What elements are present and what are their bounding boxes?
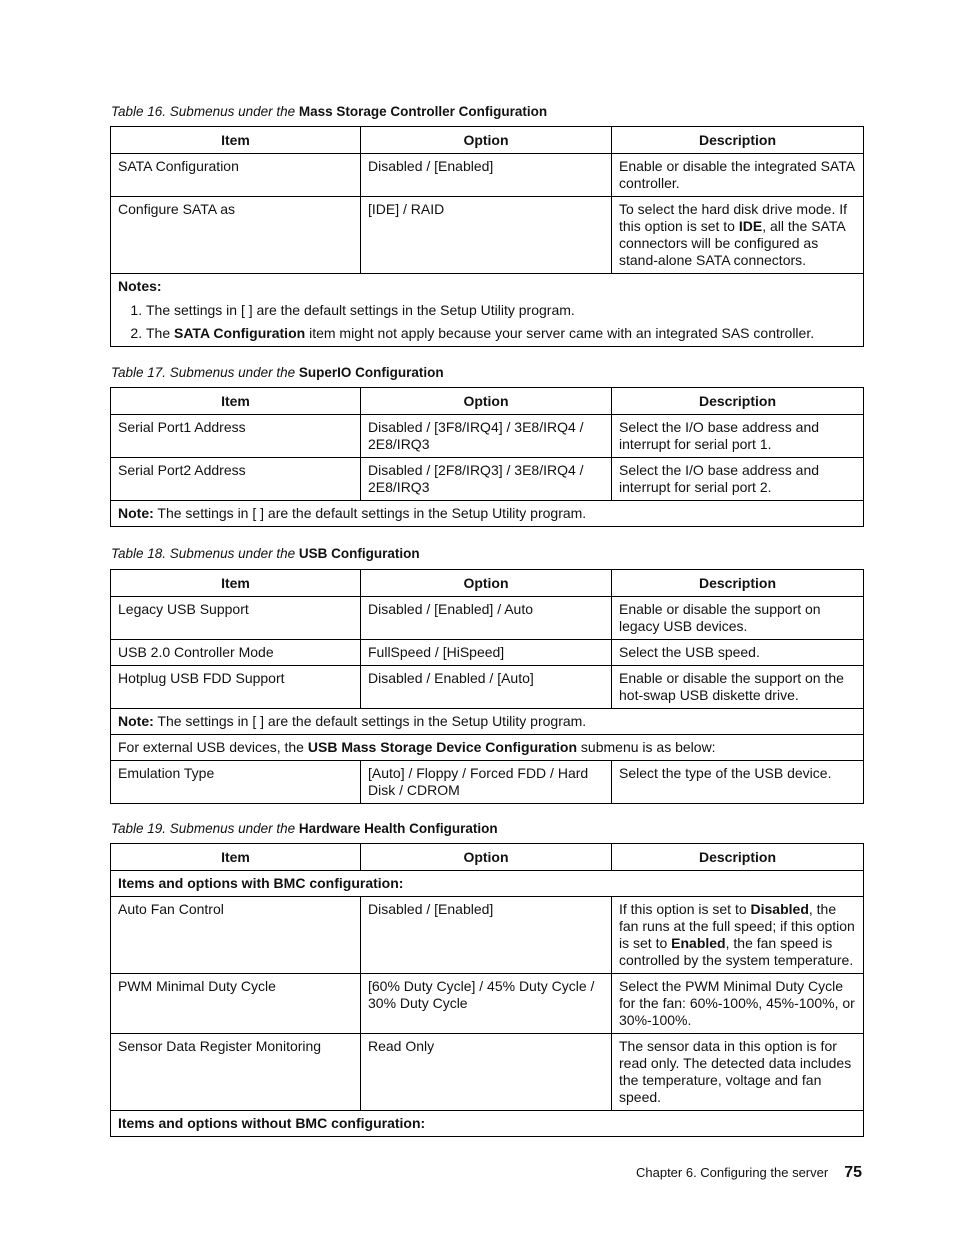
item-cell: Configure SATA as	[111, 197, 361, 274]
column-header-description: Description	[612, 844, 864, 871]
section-heading-with-bmc: Items and options with BMC configuration:	[111, 871, 864, 897]
note-cell: Note: The settings in [ ] are the default settings in the Setup Utility program.	[111, 709, 864, 735]
table-header-row	[111, 388, 864, 415]
option-cell: Disabled / [Enabled] / Auto	[361, 597, 612, 640]
notes-cell	[111, 274, 864, 347]
note-item: 1. The settings in [ ] are the default settings in the Setup Utility program.	[146, 302, 856, 319]
table-row	[111, 1034, 864, 1111]
item-cell: Auto Fan Control	[111, 897, 361, 974]
table-row	[111, 197, 864, 274]
item-cell: Sensor Data Register Monitoring	[111, 1034, 361, 1111]
description-cell: Enable or disable the support on legacy USB devices.	[612, 597, 864, 640]
table-19-caption: Table 19. Submenus under the Hardware Health Configuration	[111, 821, 498, 836]
option-cell: Read Only	[361, 1034, 612, 1111]
table-18-caption: Table 18. Submenus under the USB Configuration	[111, 546, 420, 561]
section-row	[111, 1111, 864, 1137]
table-row	[111, 154, 864, 197]
page-footer	[636, 1164, 862, 1182]
option-cell: [60% Duty Cycle] / 45% Duty Cycle / 30% Duty Cycle	[361, 974, 612, 1034]
notes-row	[111, 274, 864, 347]
column-header-description: Description	[612, 570, 864, 597]
table-19	[110, 843, 864, 1137]
column-header-item: Item	[111, 127, 361, 154]
notes-heading: Notes:	[118, 278, 162, 294]
section-heading-without-bmc: Items and options without BMC configuration:	[111, 1111, 864, 1137]
option-cell: FullSpeed / [HiSpeed]	[361, 640, 612, 666]
table-row	[111, 597, 864, 640]
table-row	[111, 897, 864, 974]
column-header-option: Option	[361, 388, 612, 415]
table-row	[111, 415, 864, 458]
item-cell: SATA Configuration	[111, 154, 361, 197]
note-row	[111, 501, 864, 527]
description-cell: Enable or disable the integrated SATA controller.	[612, 154, 864, 197]
option-cell: [Auto] / Floppy / Forced FDD / Hard Disk / CDROM	[361, 761, 612, 804]
table-17-caption: Table 17. Submenus under the SuperIO Configuration	[111, 365, 444, 380]
column-header-item: Item	[111, 388, 361, 415]
table-header-row	[111, 570, 864, 597]
table-row	[111, 458, 864, 501]
description-cell: To select the hard disk drive mode. If this option is set to IDE, all the SATA connectors will be configured as stand-alone SATA connectors.	[612, 197, 864, 274]
column-header-option: Option	[361, 844, 612, 871]
option-cell: [IDE] / RAID	[361, 197, 612, 274]
column-header-item: Item	[111, 570, 361, 597]
column-header-description: Description	[612, 388, 864, 415]
column-header-option: Option	[361, 127, 612, 154]
item-cell: PWM Minimal Duty Cycle	[111, 974, 361, 1034]
description-cell: If this option is set to Disabled, the fan runs at the full speed; if this option is set to Enabled, the fan speed is controlled by the system temperature.	[612, 897, 864, 974]
table-header-row	[111, 844, 864, 871]
description-cell: Select the PWM Minimal Duty Cycle for the fan: 60%-100%, 45%-100%, or 30%-100%.	[612, 974, 864, 1034]
item-cell: Serial Port2 Address	[111, 458, 361, 501]
description-cell: Enable or disable the support on the hot-swap USB diskette drive.	[612, 666, 864, 709]
option-cell: Disabled / [2F8/IRQ3] / 3E8/IRQ4 / 2E8/IRQ3	[361, 458, 612, 501]
option-cell: Disabled / [3F8/IRQ4] / 3E8/IRQ4 / 2E8/IRQ3	[361, 415, 612, 458]
column-header-description: Description	[612, 127, 864, 154]
item-cell: Hotplug USB FDD Support	[111, 666, 361, 709]
option-cell: Disabled / Enabled / [Auto]	[361, 666, 612, 709]
table-row	[111, 974, 864, 1034]
table-16-caption: Table 16. Submenus under the Mass Storage Controller Configuration	[111, 104, 548, 119]
section-row	[111, 871, 864, 897]
chapter-title: Chapter 6. Configuring the server	[635, 1165, 829, 1180]
table-row	[111, 761, 864, 804]
page-number: 75	[844, 1164, 862, 1181]
item-cell: Serial Port1 Address	[111, 415, 361, 458]
column-header-item: Item	[111, 844, 361, 871]
description-cell: Select the I/O base address and interrupt for serial port 1.	[612, 415, 864, 458]
item-cell: USB 2.0 Controller Mode	[111, 640, 361, 666]
table-18	[110, 569, 864, 804]
description-cell: The sensor data in this option is for read only. The detected data includes the temperature, voltage and fan speed.	[612, 1034, 864, 1111]
option-cell: Disabled / [Enabled]	[361, 154, 612, 197]
note-row	[111, 709, 864, 735]
external-usb-row	[111, 735, 864, 761]
column-header-option: Option	[361, 570, 612, 597]
item-cell: Legacy USB Support	[111, 597, 361, 640]
description-cell: Select the type of the USB device.	[612, 761, 864, 804]
item-cell: Emulation Type	[111, 761, 361, 804]
table-row	[111, 640, 864, 666]
note-item: 2. The SATA Configuration item might not apply because your server came with an integrated SAS controller.	[146, 325, 856, 342]
external-usb-cell: For external USB devices, the USB Mass Storage Device Configuration submenu is as below:	[111, 735, 864, 761]
table-header-row	[111, 127, 864, 154]
table-16	[110, 126, 864, 347]
note-cell: Note: The settings in [ ] are the default settings in the Setup Utility program.	[111, 501, 864, 527]
table-row	[111, 666, 864, 709]
notes-list	[118, 302, 856, 342]
description-cell: Select the USB speed.	[612, 640, 864, 666]
option-cell: Disabled / [Enabled]	[361, 897, 612, 974]
description-cell: Select the I/O base address and interrupt for serial port 2.	[612, 458, 864, 501]
table-17	[110, 387, 864, 527]
